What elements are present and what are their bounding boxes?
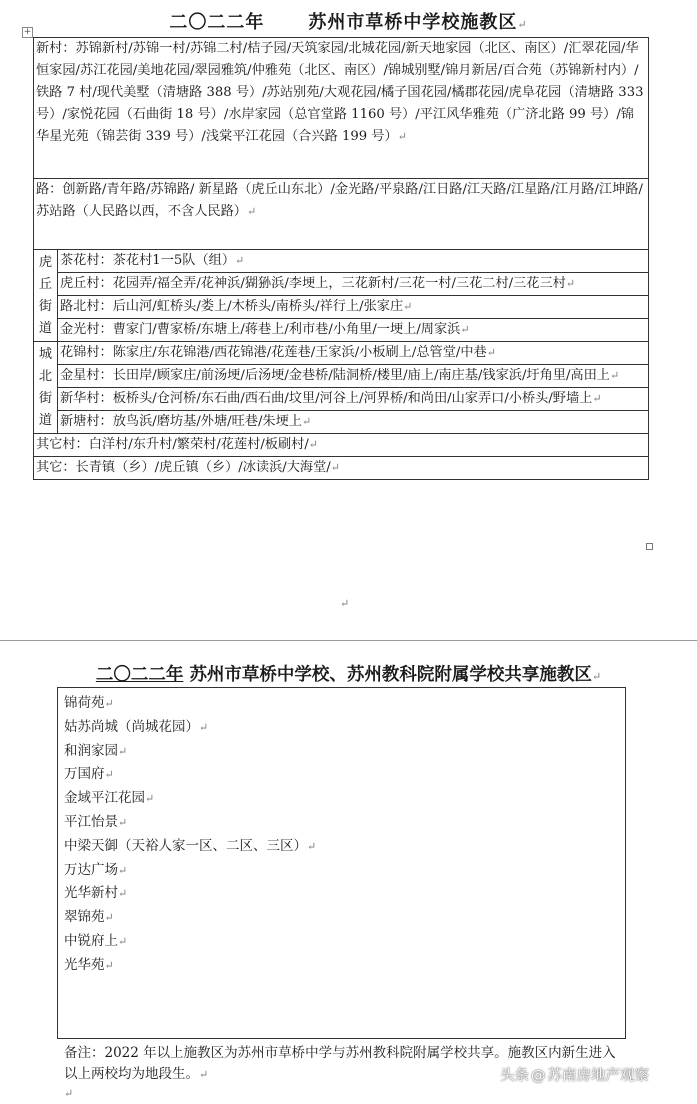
table-row bbox=[34, 342, 649, 365]
paragraph-mark-icon: ↵ bbox=[403, 300, 413, 313]
list-item: 锦荷苑↵ bbox=[64, 695, 114, 711]
table-row bbox=[34, 38, 649, 179]
other-villages-cell: 其它村：白洋村/东升村/繁荣村/花莲村/板刷村/↵ bbox=[34, 434, 649, 457]
paragraph-mark-icon: ↵ bbox=[591, 670, 602, 683]
paragraph-mark-icon: ↵ bbox=[610, 369, 620, 382]
list-item: 金域平江花园↵ bbox=[64, 790, 155, 807]
village-cell: 金星村：长田岸/顾家庄/前汤埂/后汤埂/金巷桥/陆洞桥/楼里/庙上/南庄基/钱家浜/圩角里/高田上↵ bbox=[58, 365, 649, 388]
list-item: 中梁天御（天裕人家一区、二区、三区）↵ bbox=[64, 837, 317, 854]
list-item: 平江怡景↵ bbox=[64, 813, 128, 830]
village-cell: 路北村：后山河/虹桥头/娄上/木桥头/南桥头/祥行上/张家庄↵ bbox=[58, 296, 649, 319]
village-cell: 茶花村：茶花村1一5队（组）↵ bbox=[58, 250, 649, 273]
table-resize-handle-icon[interactable] bbox=[646, 543, 653, 550]
paragraph-mark-icon: ↵ bbox=[199, 720, 209, 734]
page1-title-year: 二〇二二年 bbox=[169, 12, 265, 33]
list-item: 万达广场↵ bbox=[64, 861, 128, 878]
paragraph-mark-icon: ↵ bbox=[145, 792, 155, 806]
list-item: 万国府↵ bbox=[64, 766, 114, 783]
village-cell: 虎丘村：花园弄/福全弄/花神浜/猢狲浜/李埂上，三花新村/三花一村/三花二村/三花三村↵ bbox=[58, 273, 649, 296]
list-item: 光华苑↵ bbox=[64, 956, 114, 973]
paragraph-mark-icon: ↵ bbox=[307, 839, 317, 853]
paragraph-mark-icon: ↵ bbox=[118, 744, 128, 758]
other-towns-cell: 其它：长青镇（乡）/虎丘镇（乡）/冰读浜/大海堂/↵ bbox=[34, 457, 649, 480]
table-row bbox=[34, 365, 649, 388]
paragraph-mark-icon: ↵ bbox=[308, 438, 318, 451]
table-row bbox=[34, 273, 649, 296]
table-row bbox=[34, 319, 649, 342]
paragraph-mark-icon: ↵ bbox=[104, 768, 114, 782]
paragraph-mark-icon: ↵ bbox=[330, 461, 340, 474]
paragraph-mark-icon: ↵ bbox=[118, 815, 128, 829]
village-cell: 新华村：板桥头/仓河桥/东石曲/西石曲/坟里/河谷上/河界桥/和尚田/山家弄口/小桥头/野墙上↵ bbox=[58, 388, 649, 411]
document-page-2 bbox=[0, 641, 697, 1104]
shared-district-box bbox=[57, 687, 626, 1039]
remark-paragraph: 备注：2022 年以上施教区为苏州市草桥中学与苏州教科院附属学校共享。施教区内新生进入以上两校均为地段生。↵ bbox=[64, 1045, 616, 1082]
paragraph-mark-icon: ↵ bbox=[565, 277, 576, 290]
village-cell: 金光村：曹家门/曹家桥/东塘上/蒋巷上/利市巷/小角里/一埂上/周家浜↵ bbox=[58, 319, 649, 342]
list-item: 和润家园↵ bbox=[64, 742, 128, 759]
page1-title-name: 苏州市草桥中学校施教区 bbox=[308, 12, 518, 33]
list-item: 姑苏尚城（尚城花园）↵ bbox=[64, 718, 209, 735]
page2-title-name: 苏州市草桥中学校、苏州教科院附属学校共享施教区 bbox=[189, 665, 592, 685]
paragraph-mark-icon: ↵ bbox=[118, 887, 128, 901]
paragraph-mark-icon: ↵ bbox=[235, 254, 245, 267]
table-move-handle-icon[interactable]: + bbox=[23, 27, 32, 37]
chengbei-street-label: 城 北 街 道 bbox=[34, 342, 58, 434]
paragraph-mark-icon: ↵ bbox=[517, 18, 528, 31]
paragraph-mark-icon: ↵ bbox=[199, 1068, 209, 1081]
table-row bbox=[34, 411, 649, 434]
paragraph-mark-icon: ↵ bbox=[247, 205, 257, 218]
page2-title bbox=[0, 661, 697, 686]
table-row bbox=[34, 296, 649, 319]
paragraph-mark-icon: ↵ bbox=[118, 934, 128, 948]
table-row bbox=[34, 388, 649, 411]
table-row bbox=[34, 250, 649, 273]
paragraph-mark-icon: ↵ bbox=[104, 911, 114, 925]
list-item: 中锐府上↵ bbox=[64, 932, 128, 949]
at-icon: @ bbox=[531, 1068, 546, 1084]
paragraph-mark-icon: ↵ bbox=[64, 1087, 74, 1100]
estate-list bbox=[58, 688, 625, 978]
village-cell: 新塘村：放鸟浜/磨坊基/外塘/旺巷/朱埂上↵ bbox=[58, 411, 649, 434]
village-cell: 花锦村：陈家庄/东花锦港/西花锦港/花莲巷/王家浜/小板刷上/总管堂/中巷↵ bbox=[58, 342, 649, 365]
paragraph-mark-icon: ↵ bbox=[460, 323, 470, 336]
paragraph-mark-icon: ↵ bbox=[104, 958, 114, 972]
paragraph-mark-icon: ↵ bbox=[104, 697, 114, 710]
page1-title bbox=[0, 8, 697, 34]
paragraph-mark-icon: ↵ bbox=[340, 597, 350, 610]
page2-title-year: 二〇二二年 bbox=[95, 665, 184, 685]
source-watermark bbox=[500, 1061, 649, 1091]
paragraph-mark-icon: ↵ bbox=[486, 346, 496, 359]
huqiu-street-label: 虎 丘 街 道 bbox=[34, 250, 58, 342]
xincun-cell: 新村：苏锦新村/苏锦一村/苏锦二村/桔子园/天筑家园/北城花园/新天地家园（北区、南区）/汇翠花园/华恒家园/苏江花园/美地花园/翠园雅筑/仲雅苑（北区、南区）/锦城别墅/锦月新居/百合苑（苏锦新村内）/铁路 7 村/现代美墅（清塘路 388 号）/苏站别苑/大观花园/橘子国花园/橘郡花园/虎阜花园（清塘路 333 号）/家悦花园（石曲街 18 号）/水岸家园（总官堂路 1160 号）/平江风华雅苑（广济北路 99 号）/锦华星光苑（锦芸街 339 号）/浅棠平江花园（合兴路 199 号）↵ bbox=[34, 38, 649, 179]
list-item: 光华新村↵ bbox=[64, 885, 128, 902]
district-table bbox=[33, 37, 649, 480]
paragraph-mark-icon: ↵ bbox=[397, 130, 407, 143]
table-row bbox=[34, 179, 649, 250]
table-row bbox=[34, 457, 649, 480]
table-row bbox=[34, 434, 649, 457]
watermark-account: 苏南房地产观察 bbox=[547, 1068, 649, 1084]
watermark-platform: 头条 bbox=[500, 1068, 529, 1084]
paragraph-mark-icon: ↵ bbox=[301, 415, 312, 428]
paragraph-mark-icon: ↵ bbox=[118, 863, 128, 877]
paragraph-mark-icon: ↵ bbox=[592, 392, 602, 405]
list-item: 翠锦苑↵ bbox=[64, 909, 114, 926]
road-cell: 路：创新路/青年路/苏锦路/ 新星路（虎丘山东北）/金光路/平泉路/江日路/江天路/江星路/江月路/江坤路/苏站路（人民路以西，不含人民路）↵ bbox=[34, 179, 649, 250]
